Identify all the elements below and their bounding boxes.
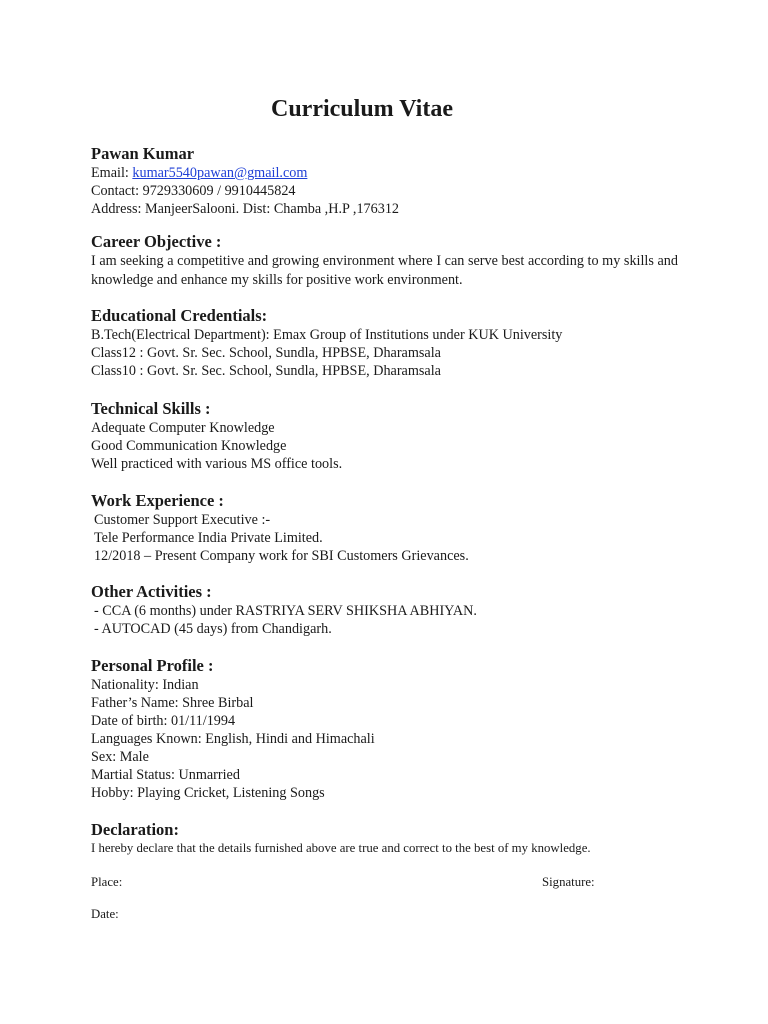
work-heading: Work Experience :	[91, 491, 224, 510]
activities-section	[91, 582, 681, 638]
date-label: Date:	[91, 907, 119, 921]
phone-line: Contact: 9729330609 / 9910445824	[91, 183, 296, 199]
activities-heading: Other Activities :	[91, 582, 212, 601]
work-item: Customer Support Executive :-	[94, 512, 271, 528]
signature-label: Signature:	[542, 875, 595, 889]
skills-section	[91, 399, 681, 473]
profile-item: Languages Known: English, Hindi and Himachali	[91, 731, 375, 747]
candidate-name: Pawan Kumar	[91, 144, 195, 163]
profile-item: Father’s Name: Shree Birbal	[91, 695, 254, 711]
career-text: I am seeking a competitive and growing environment where I can serve best according to my skills and knowledge and enhance my skills for positive work environment.	[91, 253, 678, 288]
email-link[interactable]: kumar5540pawan@gmail.com	[132, 165, 308, 181]
profile-item: Martial Status: Unmarried	[91, 767, 240, 783]
email-label: Email:	[91, 165, 133, 181]
profile-item: Hobby: Playing Cricket, Listening Songs	[91, 785, 325, 801]
skill-item: Well practiced with various MS office tools.	[91, 456, 343, 472]
education-item: Class12 : Govt. Sr. Sec. School, Sundla, HPBSE, Dharamsala	[91, 345, 441, 361]
work-item: 12/2018 – Present Company work for SBI Customers Grievances.	[94, 548, 469, 564]
education-section	[91, 306, 681, 380]
profile-section	[91, 656, 681, 802]
education-heading: Educational Credentials:	[91, 306, 268, 325]
declaration-heading: Declaration:	[91, 820, 179, 839]
contact-section	[91, 144, 681, 218]
place-label: Place:	[91, 875, 123, 889]
profile-item: Date of birth: 01/11/1994	[91, 713, 236, 729]
work-section	[91, 491, 681, 565]
education-item: Class10 : Govt. Sr. Sec. School, Sundla, HPBSE, Dharamsala	[91, 363, 441, 379]
skills-heading: Technical Skills :	[91, 399, 211, 418]
email-line	[91, 164, 681, 182]
document-title: Curriculum Vitae	[271, 96, 453, 122]
skill-item: Good Communication Knowledge	[91, 438, 287, 454]
profile-item: Sex: Male	[91, 749, 149, 765]
education-item: B.Tech(Electrical Department): Emax Group of Institutions under KUK University	[91, 327, 563, 343]
address-line: Address: ManjeerSalooni. Dist: Chamba ,H.P ,176312	[91, 201, 400, 217]
activity-item: - CCA (6 months) under RASTRIYA SERV SHIKSHA ABHIYAN.	[94, 603, 477, 619]
profile-item: Nationality: Indian	[91, 677, 199, 693]
work-item: Tele Performance India Private Limited.	[94, 530, 323, 546]
skill-item: Adequate Computer Knowledge	[91, 420, 275, 436]
career-heading: Career Objective :	[91, 232, 222, 251]
activity-item: - AUTOCAD (45 days) from Chandigarh.	[94, 621, 332, 637]
declaration-text: I hereby declare that the details furnished above are true and correct to the best of my knowledge.	[91, 841, 591, 855]
career-section	[91, 232, 681, 290]
profile-heading: Personal Profile :	[91, 656, 214, 675]
declaration-section	[91, 820, 681, 856]
